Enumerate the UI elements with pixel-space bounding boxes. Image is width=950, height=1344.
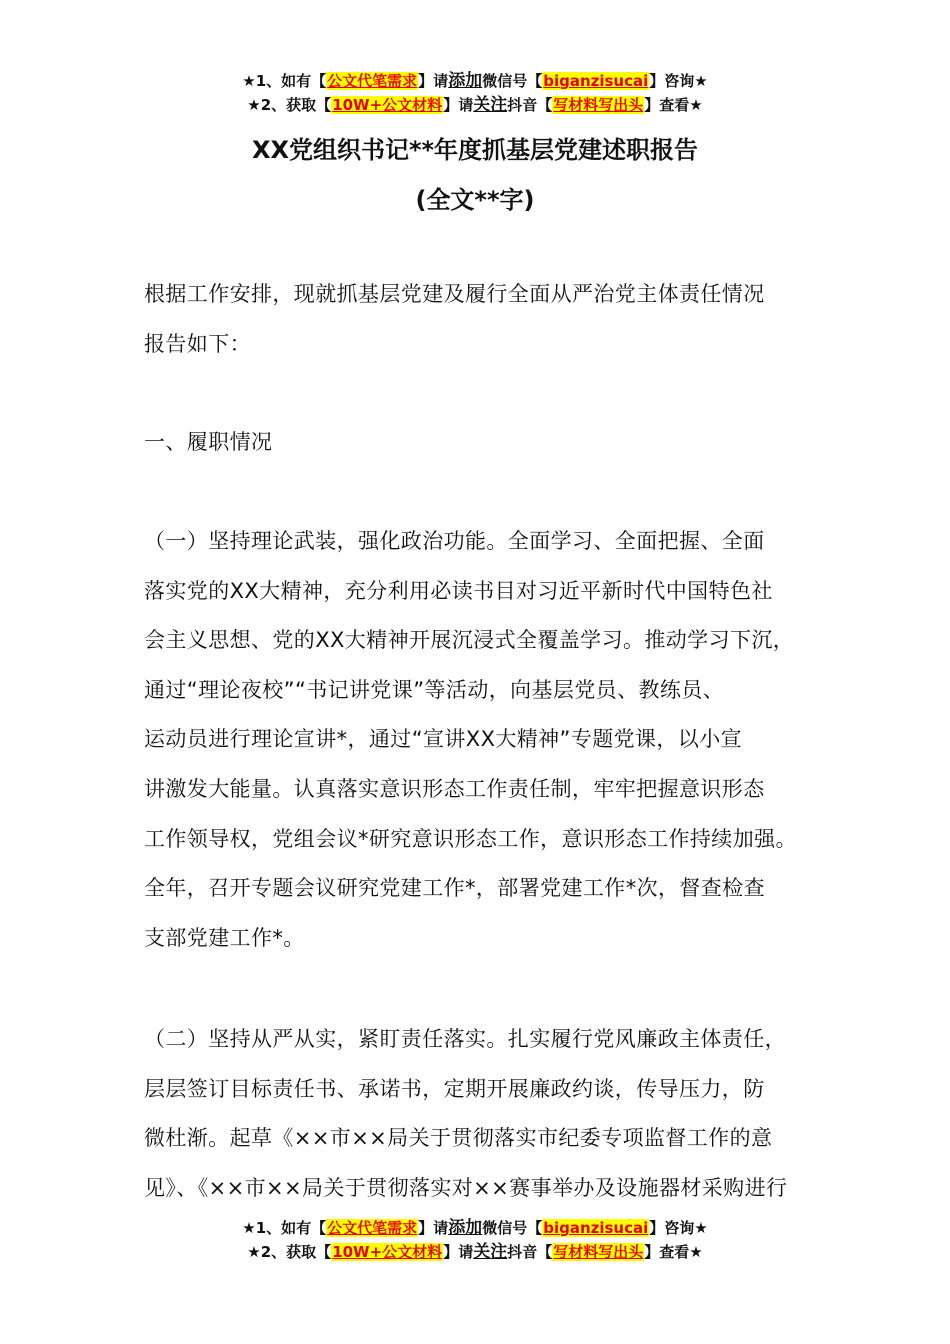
text-line: 运动员进行理论宣讲*，通过“宣讲XX大精神”专题党课，以小宣 — [144, 727, 743, 752]
promo-emphasis: 关注 — [473, 95, 508, 115]
promo-line-1 — [0, 1216, 950, 1240]
promo-text: 】咨询★ — [649, 1219, 708, 1237]
promo-text: 抖音【 — [507, 96, 553, 114]
promo-highlight: 10W+公文材料 — [332, 96, 443, 114]
promo-text: 】请 — [418, 72, 449, 90]
promo-text: 微信号【 — [482, 1219, 543, 1237]
promo-text: 】请 — [418, 1219, 449, 1237]
paragraph-1 — [144, 517, 834, 963]
footer-promo-banner — [0, 1216, 950, 1264]
document-title: XX党组织书记**年度抓基层党建述职报告 — [251, 136, 699, 164]
header-promo-banner — [0, 69, 950, 117]
text-line: 通过“理论夜校”“书记讲党课”等活动，向基层党员、教练员、 — [144, 677, 725, 702]
promo-highlight: 公文代笔需求 — [327, 72, 418, 90]
text-line: 工作领导权，党组会议*研究意识形态工作，意识形态工作持续加强。 — [144, 826, 797, 851]
promo-emphasis: 关注 — [473, 1242, 508, 1262]
promo-text: 微信号【 — [482, 72, 543, 90]
promo-text: 】咨询★ — [649, 72, 708, 90]
promo-line-1 — [0, 69, 950, 93]
promo-text: 】请 — [443, 1243, 474, 1261]
text-line: 全年，召开专题会议研究党建工作*，部署党建工作*次，督查检查 — [144, 876, 765, 901]
text-line: 微杜渐。起草《××市××局关于贯彻落实市纪委专项监督工作的意 — [144, 1126, 773, 1151]
promo-highlight: 公文代笔需求 — [327, 1219, 418, 1237]
text-line: 见》、《××市××局关于贯彻落实对××赛事举办及设施器材采购进行 — [144, 1175, 788, 1200]
promo-highlight: 10W+公文材料 — [332, 1243, 443, 1261]
text-line: 报告如下： — [144, 331, 251, 356]
promo-highlight: biganzisucai — [543, 1219, 649, 1237]
promo-line-2 — [0, 1240, 950, 1264]
text-line: 支部党建工作*。 — [144, 925, 305, 950]
promo-text: ★1、如有【 — [242, 72, 327, 90]
promo-text: ★2、获取【 — [247, 1243, 332, 1261]
promo-highlight: 写材料写出头 — [553, 96, 644, 114]
text-line: 落实党的XX大精神，充分利用必读书目对习近平新时代中国特色社 — [144, 578, 773, 603]
promo-line-2 — [0, 93, 950, 117]
promo-text: 】查看★ — [644, 1243, 703, 1261]
promo-emphasis: 添加 — [448, 1218, 483, 1238]
text-line: （二）坚持从严从实，紧盯责任落实。扎实履行党风廉政主体责任， — [144, 1027, 786, 1051]
intro-paragraph — [144, 270, 834, 369]
promo-text: ★2、获取【 — [247, 96, 332, 114]
text-line: （一）坚持理论武装，强化政治功能。全面学习、全面把握、全面 — [144, 529, 765, 553]
promo-text: 】请 — [443, 96, 474, 114]
promo-text: 】查看★ — [644, 96, 703, 114]
promo-text: ★1、如有【 — [242, 1219, 327, 1237]
text-line: 层层签订目标责任书、承诺书，定期开展廉政约谈，传导压力，防 — [144, 1076, 765, 1101]
document-subtitle: (全文**字) — [415, 186, 535, 214]
text-line: 根据工作安排，现就抓基层党建及履行全面从严治党主体责任情况 — [144, 282, 765, 306]
section-heading: 一、履职情况 — [144, 430, 273, 454]
promo-highlight: biganzisucai — [543, 72, 649, 90]
promo-text: 抖音【 — [507, 1243, 553, 1261]
text-line: 讲激发大能量。认真落实意识形态工作责任制，牢牢把握意识形态 — [144, 776, 765, 801]
promo-emphasis: 添加 — [448, 71, 483, 91]
paragraph-2 — [144, 1015, 834, 1213]
promo-highlight: 写材料写出头 — [553, 1243, 644, 1261]
text-line: 会主义思想、党的XX大精神开展沉浸式全覆盖学习。推动学习下沉， — [144, 628, 795, 653]
